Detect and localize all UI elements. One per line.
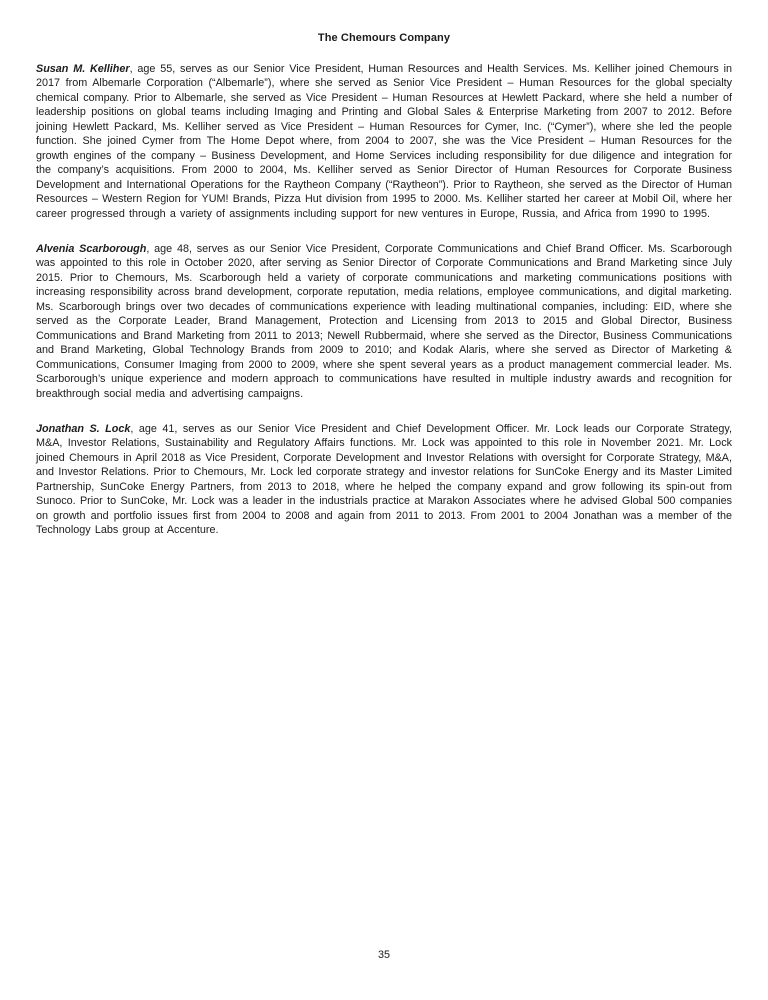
document-title: The Chemours Company [317,32,451,44]
bio-paragraph-lock [36,422,732,538]
executive-name-kelliher: Susan M. Kelliher [36,63,130,75]
bio-text-lock: , age 41, serves as our Senior Vice President and Chief Development Officer. Mr. Lock leads our Corporate Strategy, M&A, Investor Relations, Sustainability and Regulatory Affairs functions. Mr. Lock was appointed to this role in November 2021. Mr. Lock joined Chemours in April 2018 as Vice President, Corporate Development and Investor Relations with oversight for Corporate Strategy, M&A, and Investor Relations. Prior to Chemours, Mr. Lock led corporate strategy and investor relations for SunCoke Energy and its Master Limited Partnership, SunCoke Energy Partners, from 2013 to 2018, where he helped the company expand and grow following its spin-out from Sunoco. Prior to SunCoke, Mr. Lock was a leader in the industrials practice at Marakon Associates where he advised Global 500 companies on growth and portfolio issues first from 2004 to 2008 and again from 2011 to 2013. From 2001 to 2004 Jonathan was a member of the Technology Labs group at Accenture. [36,422,732,537]
page-number: 35 [377,949,390,961]
executive-name-lock: Jonathan S. Lock [36,422,131,435]
bio-text-kelliher: , age 55, serves as our Senior Vice President, Human Resources and Health Services. Ms. Kelliher joined Chemours in 2017 from Albemarle Corporation (“Albemarle”), where she served as Senior Vice President – Human Resources for the global specialty chemical company. Prior to Albemarle, she served as Vice President – Human Resources at Hewlett Packard, where she held a number of leadership positions on global teams including Imaging and Printing and Global Sales & Enterprise Marketing from 2007 to 2012. Before joining Hewlett Packard, Ms. Kelliher served as Vice President – Human Resources for Cymer, Inc. (“Cymer”), where she led the people function. She joined Cymer from The Home Depot where, from 2004 to 2007, she was the Vice President – Human Resources for the growth engines of the company – Business Development, and Home Services including responsibility for due diligence and integration for the company’s acquisitions. From 2000 to 2004, Ms. Kelliher served as Senior Director of Human Resources for Corporate Business Development and International Operations for the Raytheon Company (“Raytheon”). Prior to Raytheon, she served as the Director of Human Resources – Western Region for YUM! Brands, Pizza Hut division from 1995 to 2000. Ms. Kelliher started her career at Mobil Oil, where her career progressed through a variety of assignments including support for new ventures in Europe, Russia, and Africa from 1990 to 1995. [36,63,732,220]
bio-text-scarborough: , age 48, serves as our Senior Vice President, Corporate Communications and Chief Brand Officer. Ms. Scarborough was appointed to this role in October 2020, after serving as Senior Director of Corporate Communications and Brand Marketing since July 2015. Prior to Chemours, Ms. Scarborough held a variety of corporate communications and marketing communications positions with increasing responsibility across brand development, corporate reputation, media relations, employee communications, and digital marketing. Ms. Scarborough brings over two decades of communications experience with leading multinational companies, including: EID, where she served as the Corporate Leader, Brand Management, Protection and Licensing from 2013 to 2015 and Global Director, Business Communications and Brand Marketing from 2011 to 2013; Newell Rubbermaid, where she served as the Director, Business Communications and Brand Marketing, Global Technology Brands from 2009 to 2010; and Kodak Alaris, where she served as Director of Marketing & Communications, Consumer Imaging from 2000 to 2009, where she spent several years as a product management commercial leader. Ms. Scarborough’s unique experience and modern approach to communications have resulted in multiple industry awards and recognition for breakthrough social media and advertising campaigns. [36,242,732,400]
bio-paragraph-kelliher [36,62,732,221]
bio-paragraph-scarborough [36,242,732,401]
executive-name-scarborough: Alvenia Scarborough [36,242,147,255]
